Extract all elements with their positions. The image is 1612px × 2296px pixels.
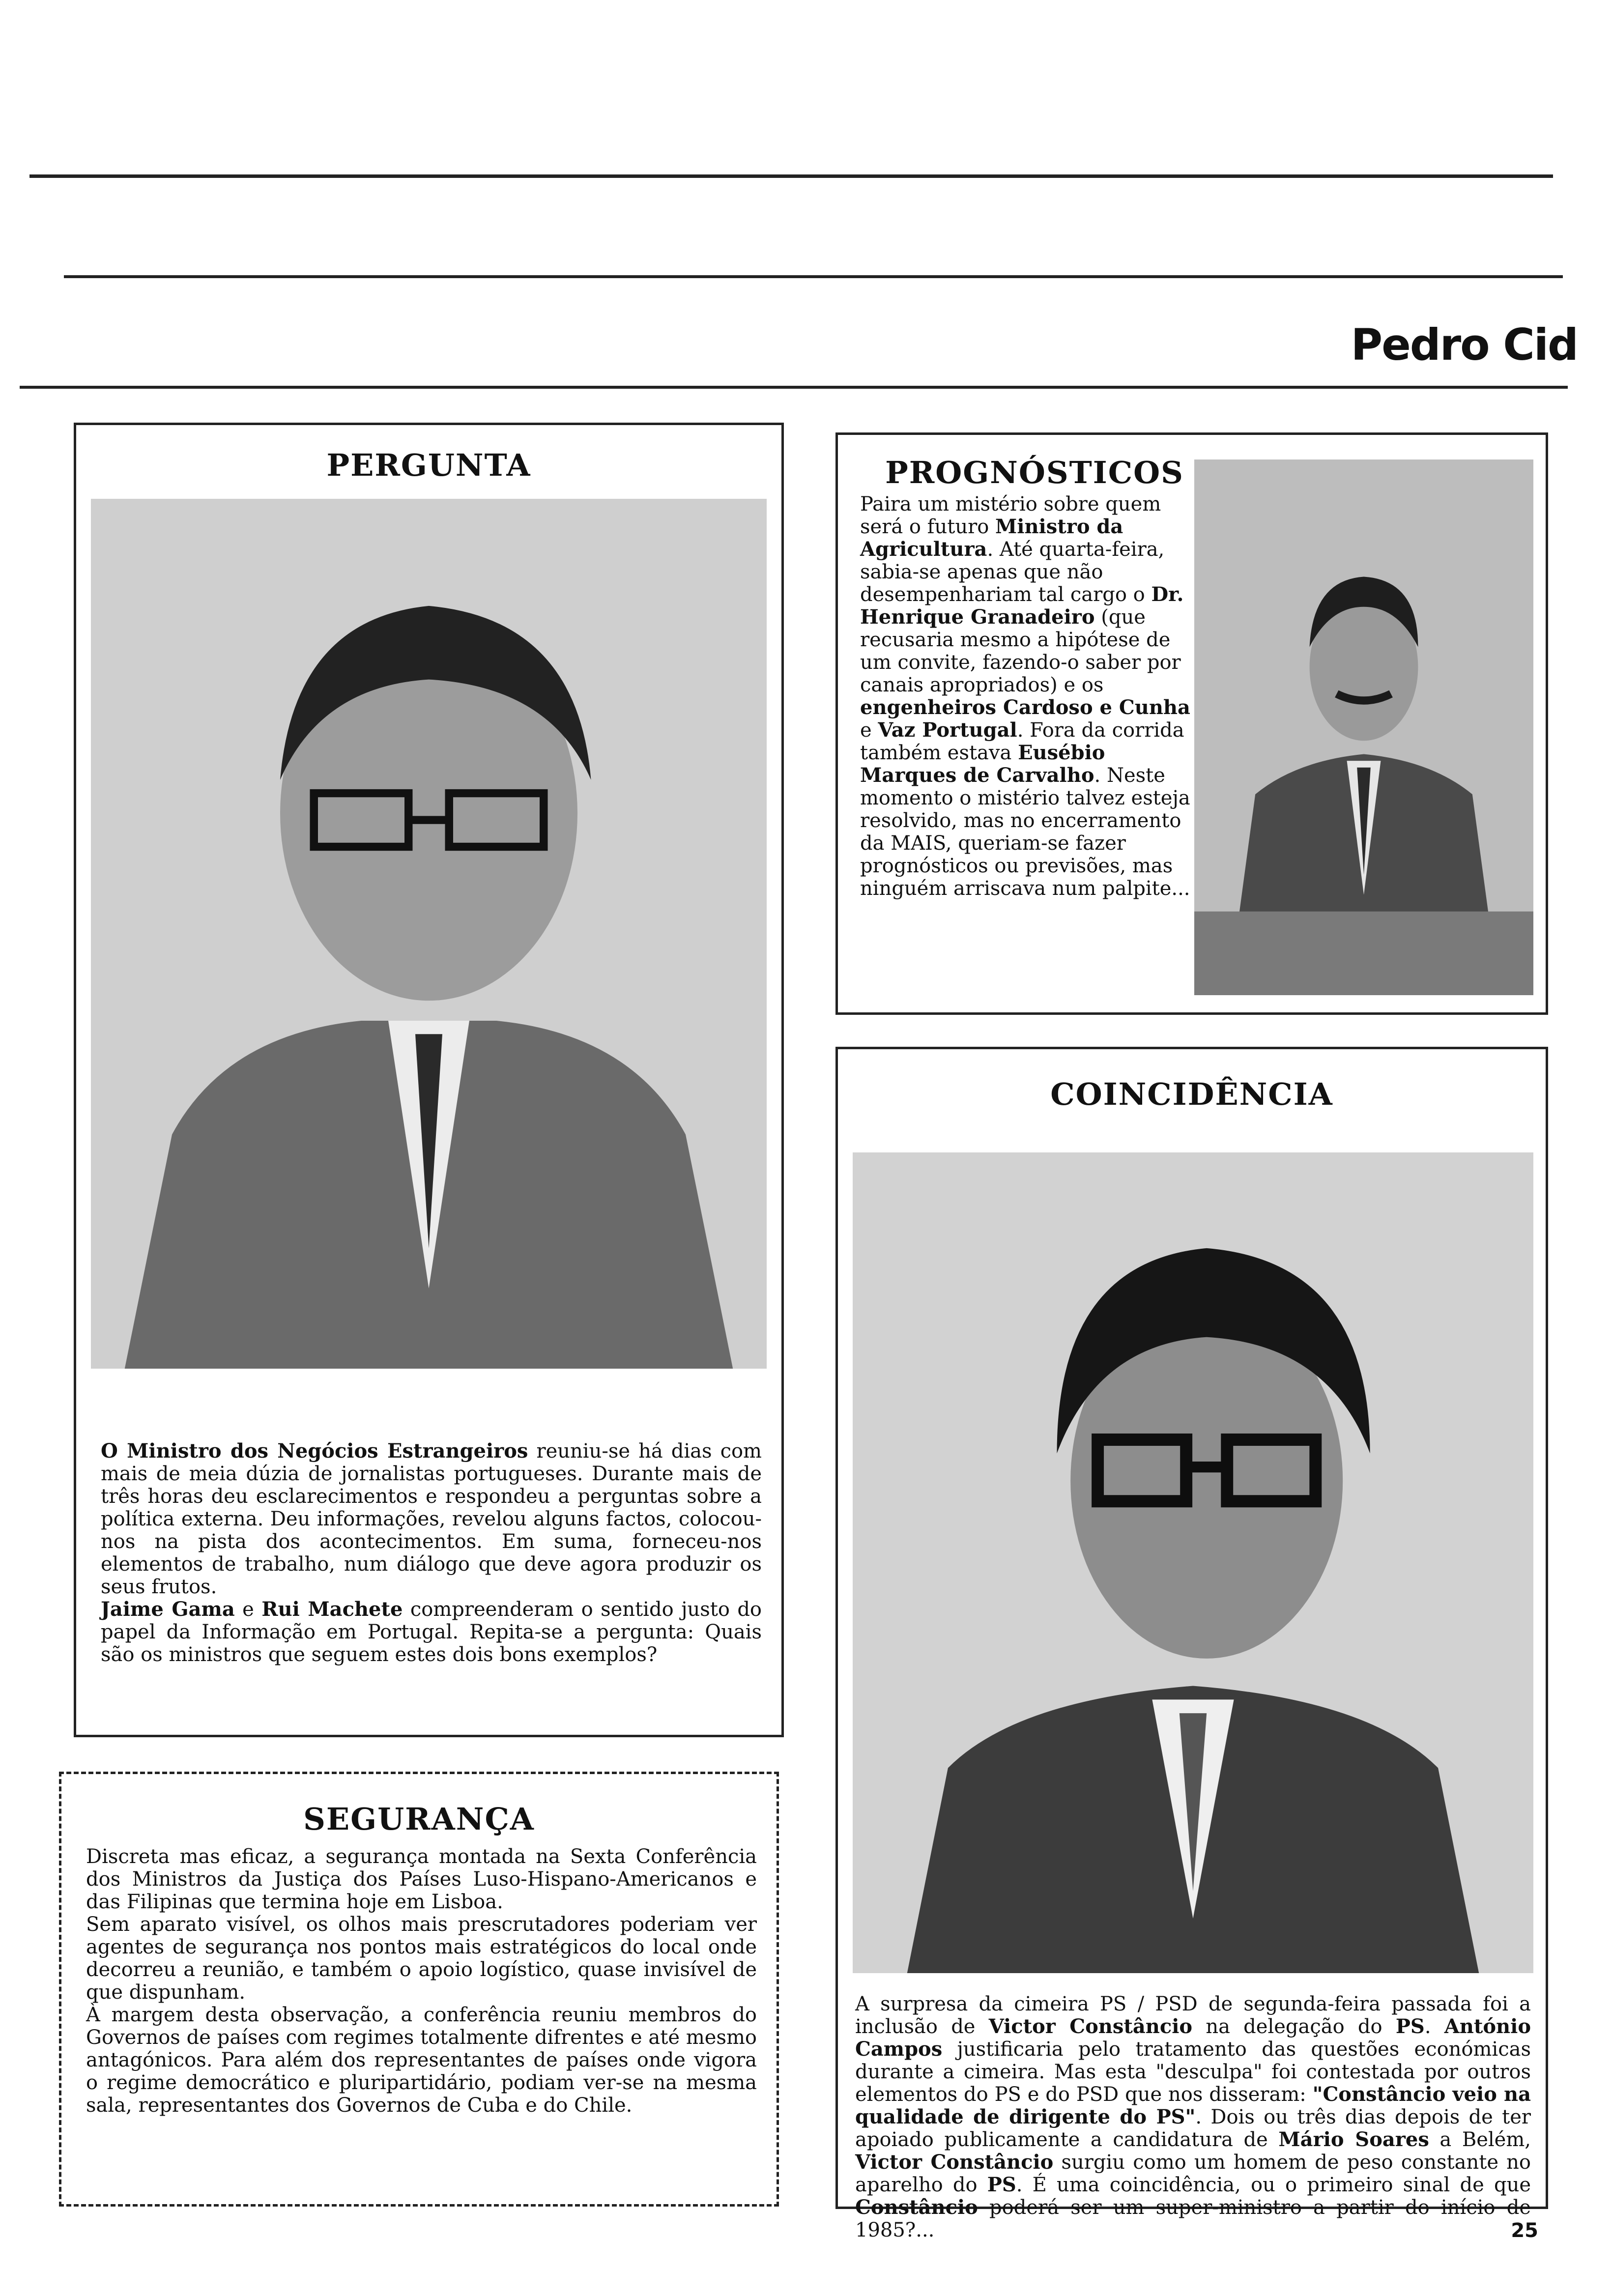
coincidencia-b1: Victor Constâncio <box>988 2015 1193 2038</box>
seguranca-paragraph-2: Sem aparato visível, os olhos mais prescrutadores poderiam ver agentes de segurança nos pontos mais estratégicos do local onde decorreu a reunião, e também o apoio logístico, quase invisível de que dispunham. <box>86 1913 757 2004</box>
coincidencia-t2: na delegação do <box>1192 2015 1396 2038</box>
coincidencia-b5: Mário Soares <box>1278 2128 1429 2151</box>
coincidencia-t1: A surpresa da cimeira PS / PSD de segunda-feira passada foi a inclusão de <box>855 1993 1531 2038</box>
coincidencia-photo <box>853 1152 1533 1973</box>
pergunta-paragraph-2 <box>101 1598 762 1666</box>
coincidencia-t4: justificaria pelo tratamento das questões económicas durante a cimeira. Mas esta "desculpa" foi contestada por outros elementos do PS e do PSD que nos disseram: <box>855 2038 1531 2106</box>
prognosticos-t1: Paira um mistério sobre quem será o futuro <box>860 493 1161 538</box>
prognosticos-text <box>860 493 1194 900</box>
header-rule-lower <box>20 386 1568 389</box>
pergunta-p2-text: compreenderam o sentido justo do papel da Informação em Portugal. Repita-se a pergunta: Quais são os ministros que seguem estes dois bons exemplos? <box>101 1598 762 1666</box>
prognosticos-t5: . Fora da corrida também estava <box>860 719 1184 764</box>
prognosticos-t2: . Até quarta-feira, sabia-se apenas que não desempenhariam tal cargo o <box>860 538 1165 606</box>
coincidencia-b2: PS <box>1395 2015 1425 2038</box>
pergunta-p1-bold: O Ministro dos Negócios Estrangeiros <box>101 1439 528 1463</box>
seguranca-paragraph-1: Discreta mas eficaz, a segurança montada na Sexta Conferência dos Ministros da Justiça dos Países Luso-Hispano-Americanos e das Filipinas que termina hoje em Lisboa. <box>86 1845 757 1913</box>
prognosticos-b3: engenheiros Cardoso e Cunha <box>860 696 1190 719</box>
prognosticos-b1: Ministro da Agricultura <box>860 515 1123 561</box>
prognosticos-b4: Vaz Portugal <box>878 718 1017 742</box>
coincidencia-t7: surgiu como um homem de peso constante no aparelho do <box>855 2151 1531 2196</box>
pergunta-p2-bold-b: Rui Machete <box>261 1598 403 1621</box>
coincidencia-text <box>855 1993 1531 2241</box>
coincidencia-t5: . Dois ou três dias depois de ter apoiado publicamente a candidatura de <box>855 2106 1531 2151</box>
prognosticos-t4: e <box>860 719 878 742</box>
pergunta-photo <box>91 499 767 1369</box>
seguranca-text <box>86 1845 757 2117</box>
top-rule <box>29 174 1553 178</box>
prognosticos-box <box>835 432 1548 1015</box>
seguranca-box <box>59 1772 779 2207</box>
prognosticos-t3: (que recusaria mesmo a hipótese de um convite, fazendo-o saber por canais apropriados) e os <box>860 606 1181 696</box>
coincidencia-paragraph <box>855 1993 1531 2241</box>
coincidencia-b6: Victor Constâncio <box>855 2151 1054 2174</box>
pergunta-p1-text: reuniu-se há dias com mais de meia dúzia de jornalistas portugueses. Durante mais de três horas deu esclarecimentos e respondeu a perguntas sobre a política externa. Deu informações, revelou alguns factos, colocou-nos na pista dos acontecimentos. Em suma, forneceu-nos elementos de trabalho, num diálogo que deve agora produzir os seus frutos. <box>101 1440 762 1598</box>
prognosticos-t6: . Neste momento o mistério talvez esteja resolvido, mas no encerramento da MAIS, queriam-se fazer prognósticos ou previsões, mas ninguém arriscava num palpite... <box>860 764 1190 900</box>
coincidencia-b7: PS <box>987 2173 1016 2196</box>
coincidencia-b3: António Campos <box>855 2015 1531 2061</box>
coincidencia-t8: . É uma coincidência, ou o primeiro sinal de que <box>1016 2174 1531 2196</box>
author-byline: Pedro Cid <box>1351 319 1578 370</box>
page-number: 25 <box>1511 2219 1538 2242</box>
prognosticos-title: PROGNÓSTICOS <box>885 455 1184 490</box>
coincidencia-t6: a Belém, <box>1429 2128 1531 2151</box>
pergunta-box <box>74 423 784 1737</box>
prognosticos-paragraph <box>860 493 1194 900</box>
pergunta-p2-mid: e <box>234 1598 262 1621</box>
seguranca-paragraph-3: À margem desta observação, a conferência reuniu membros do Governos de países com regimes totalmente difrentes e até mesmo antagónicos. Para além dos representantes de países onde vigora o regime democrático e pluripartidário, podiam ver-se na mesma sala, representantes dos Governos de Cuba e do Chile. <box>86 2004 757 2117</box>
coincidencia-t9: poderá ser um super-ministro a partir do início de 1985?... <box>855 2196 1531 2241</box>
coincidencia-b8: Constâncio <box>855 2196 978 2219</box>
coincidencia-title: COINCIDÊNCIA <box>1050 1076 1333 1112</box>
seguranca-title: SEGURANÇA <box>303 1801 535 1837</box>
coincidencia-b4: "Constâncio veio na qualidade de dirigente do PS" <box>855 2083 1531 2128</box>
pergunta-p2-bold-a: Jaime Gama <box>101 1598 235 1621</box>
header-rule-upper <box>64 275 1563 278</box>
prognosticos-photo <box>1194 459 1533 995</box>
prognosticos-b2: Dr. Henrique Granadeiro <box>860 583 1184 629</box>
prognosticos-b5: Eusébio Marques de Carvalho <box>860 741 1105 787</box>
pergunta-title: PERGUNTA <box>326 447 531 483</box>
pergunta-paragraph-1 <box>101 1440 762 1598</box>
coincidencia-t3: . <box>1424 2015 1444 2038</box>
pergunta-text <box>101 1440 762 1666</box>
